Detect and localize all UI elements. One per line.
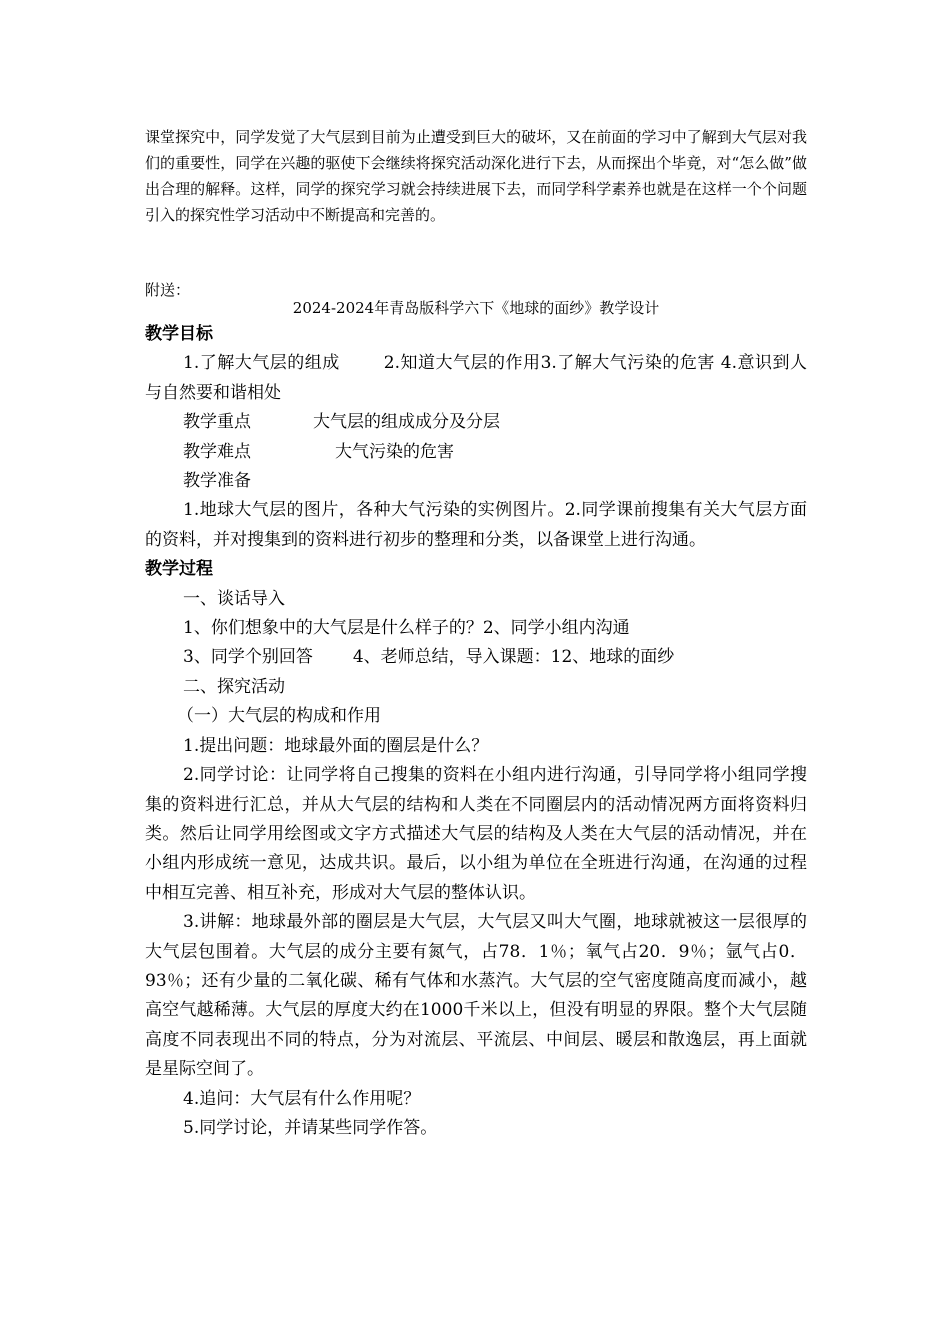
prep-text: 1.地球大气层的图片，各种大气污染的实例图片。2.同学课前搜集有关大气层方面的资料，并对搜集到的资料进行初步的整理和分类，以备课堂上进行沟通。: [145, 500, 807, 550]
goal-item-1: 1.了解大气层的组成: [183, 353, 340, 374]
step-3: 3.讲解：地球最外部的圈层是大气层，大气层又叫大气圈，地球就被这一层很厚的大气层包围着。大气层的成分主要有氮气，占78．1％；氧气占20．9％；氩气占0．93％；还有少量的二氧化碳、稀有气体和水蒸汽。大气层的空气密度随高度而减小，越高空气越稀薄。大气层的厚度大约在1000千米以上，但没有明显的界限。整个大气层随高度不同表现出不同的特点，分为对流层、平流层、中间层、暖层和散逸层，再上面就是星际空间了。: [145, 912, 807, 1080]
prep-label: 教学准备: [183, 471, 251, 492]
goal-item-2: 2.知道大气层的作用: [383, 353, 541, 374]
lesson-plan-body: [145, 320, 807, 1143]
section-1-line-2: [145, 643, 807, 672]
difficult-point-label: 教学难点: [183, 441, 251, 462]
subsection-1-heading: （一）大气层的构成和作用: [177, 706, 381, 727]
step-4: 4.追问：大气层有什么作用呢？: [183, 1088, 421, 1109]
goals-list: [145, 349, 807, 408]
key-point-label: 教学重点: [183, 412, 251, 433]
intro-paragraph: 课堂探究中，同学发觉了大气层到目前为止遭受到巨大的破坏，又在前面的学习中了解到大气层对我们的重要性，同学在兴趣的驱使下会继续将探究活动深化进行下去，从而探出个毕竟，对“怎么做”做出合理的解释。这样，同学的探究学习就会持续进展下去，而同学科学素养也就是在这样一个个问题引入的探究性学习活动中不断提高和完善的。: [145, 128, 807, 224]
goals-heading: 教学目标: [145, 324, 213, 344]
section-2-heading: 二、探究活动: [183, 676, 285, 697]
section-1-line-2a: 3、同学个别回答: [183, 647, 313, 668]
attachment-label: 附送：: [145, 281, 191, 299]
step-2: 2.同学讨论：让同学将自己搜集的资料在小组内进行沟通，引导同学将小组同学搜集的资料进行汇总，并从大气层的结构和人类在不同圈层内的活动情况两方面将资料归类。然后让同学用绘图或文字方式描述大气层的结构及人类在大气层的活动情况，并在小组内形成统一意见，达成共识。最后，以小组为单位在全班进行沟通，在沟通的过程中相互完善、相互补充，形成对大气层的整体认识。: [145, 765, 807, 903]
difficult-point-row: [145, 438, 807, 467]
step-5: 5.同学讨论，并请某些同学作答。: [183, 1117, 438, 1138]
key-point-value: 大气层的组成成分及分层: [313, 412, 500, 433]
section-1-line-1: 1、你们想象中的大气层是什么样子的？2、同学小组内沟通: [183, 618, 630, 639]
document-title: 2024-2024年青岛版科学六下《地球的面纱》教学设计: [292, 299, 660, 317]
goal-item-3-4: 3.了解大气污染的危害 4.意识到人与自然要和谐相处: [145, 353, 807, 403]
section-1-line-2b: 4、老师总结，导入课题：12、地球的面纱: [352, 647, 675, 668]
step-1: 1.提出问题：地球最外面的圈层是什么？: [183, 735, 489, 756]
difficult-point-value: 大气污染的危害: [335, 441, 454, 462]
process-heading: 教学过程: [145, 559, 213, 580]
key-point-row: [145, 408, 807, 437]
section-1-heading: 一、谈话导入: [183, 588, 285, 609]
